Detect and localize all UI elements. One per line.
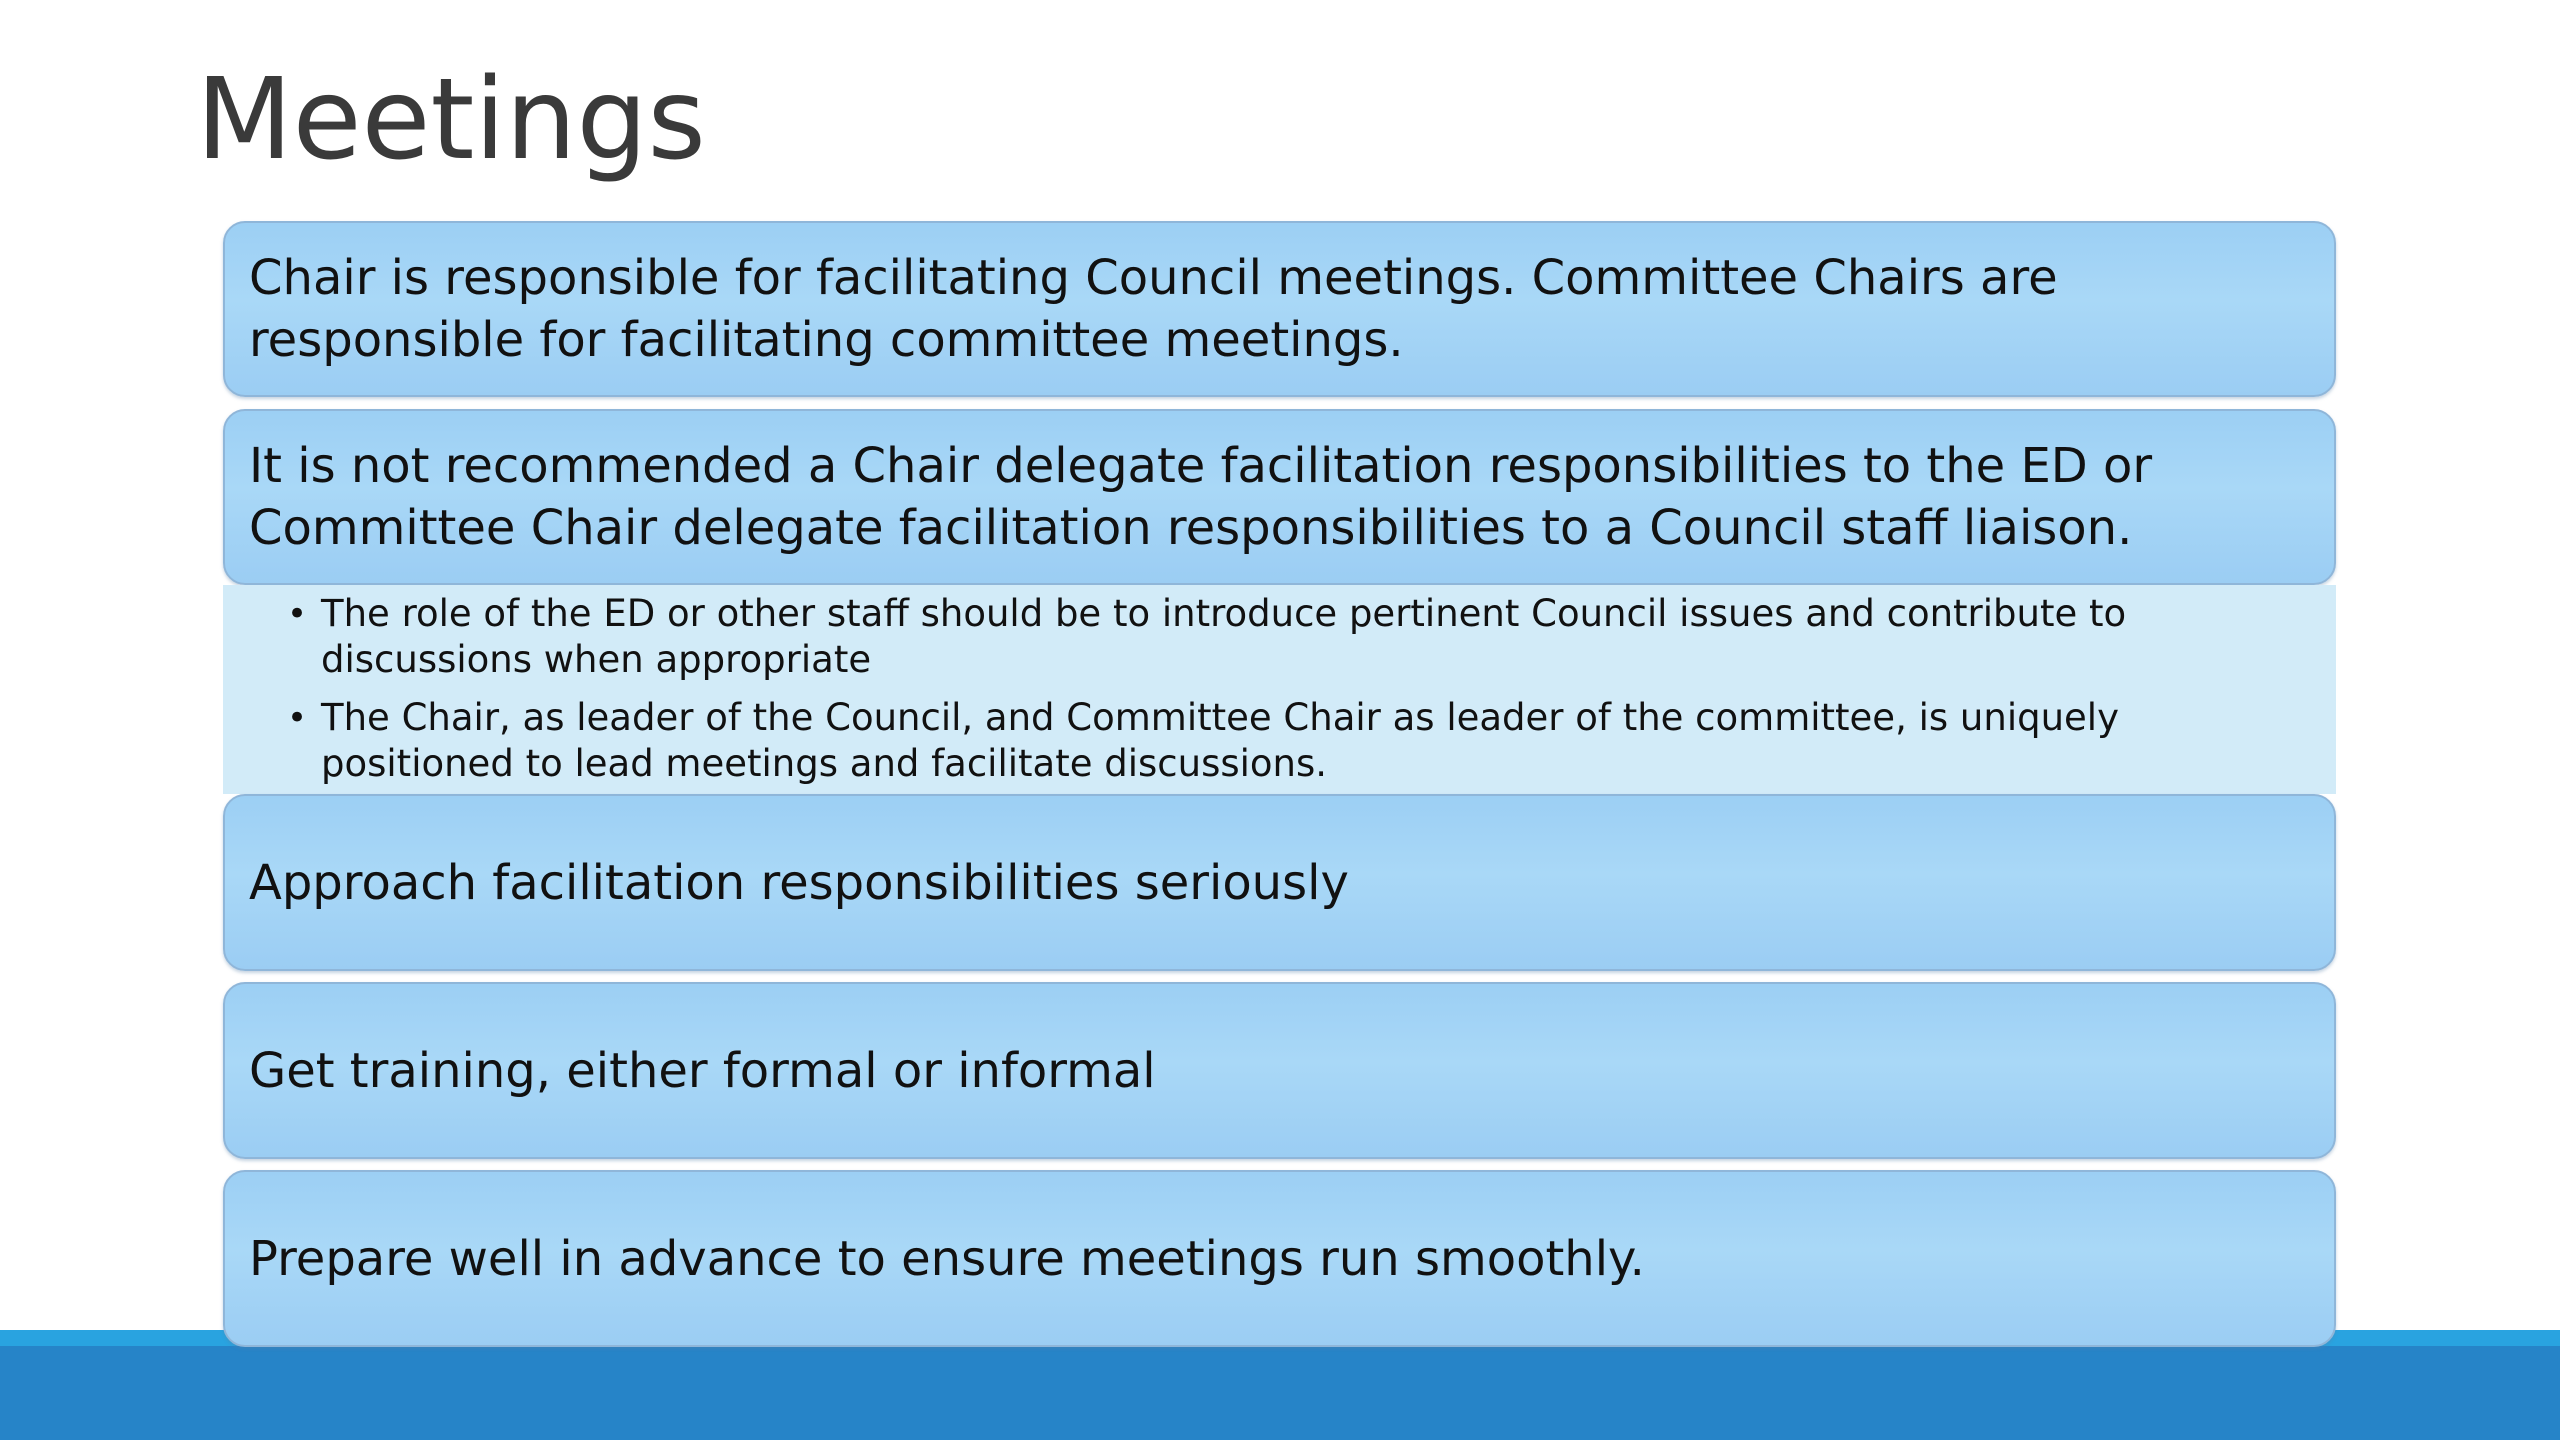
sub-bullet-text: The role of the ED or other staff should be to introduce pertinent Council issues and contribute to discussions when appropriate bbox=[321, 592, 2127, 681]
content-box-delegation bbox=[223, 409, 2336, 585]
footer-bar bbox=[0, 1346, 2560, 1440]
content-box-text: Chair is responsible for facilitating Council meetings. Committee Chairs are responsible for facilitating committee meetings. bbox=[249, 250, 2058, 368]
content-box-chair-responsibility bbox=[223, 221, 2336, 397]
sub-bullet-panel bbox=[223, 585, 2336, 794]
sub-bullet-item bbox=[287, 591, 2256, 683]
bullet-icon: • bbox=[287, 698, 308, 738]
content-box-approach bbox=[223, 794, 2336, 971]
content-box-text: Get training, either formal or informal bbox=[249, 1042, 1156, 1099]
sub-bullet-list bbox=[287, 591, 2256, 787]
content-box-prepare bbox=[223, 1170, 2336, 1347]
bullet-icon: • bbox=[287, 594, 308, 634]
sub-bullet-item bbox=[287, 695, 2256, 787]
sub-bullet-text: The Chair, as leader of the Council, and Committee Chair as leader of the committee, is uniquely positioned to lead meetings and facilitate discussions. bbox=[321, 696, 2119, 785]
content-box-text: Approach facilitation responsibilities seriously bbox=[249, 854, 1349, 911]
content-box-training bbox=[223, 982, 2336, 1159]
content-box-text: Prepare well in advance to ensure meetings run smoothly. bbox=[249, 1230, 1645, 1287]
content-box-text: It is not recommended a Chair delegate facilitation responsibilities to the ED or Committee Chair delegate facilitation responsibilities to a Council staff liaison. bbox=[249, 438, 2153, 556]
slide-title: Meetings bbox=[196, 55, 706, 185]
